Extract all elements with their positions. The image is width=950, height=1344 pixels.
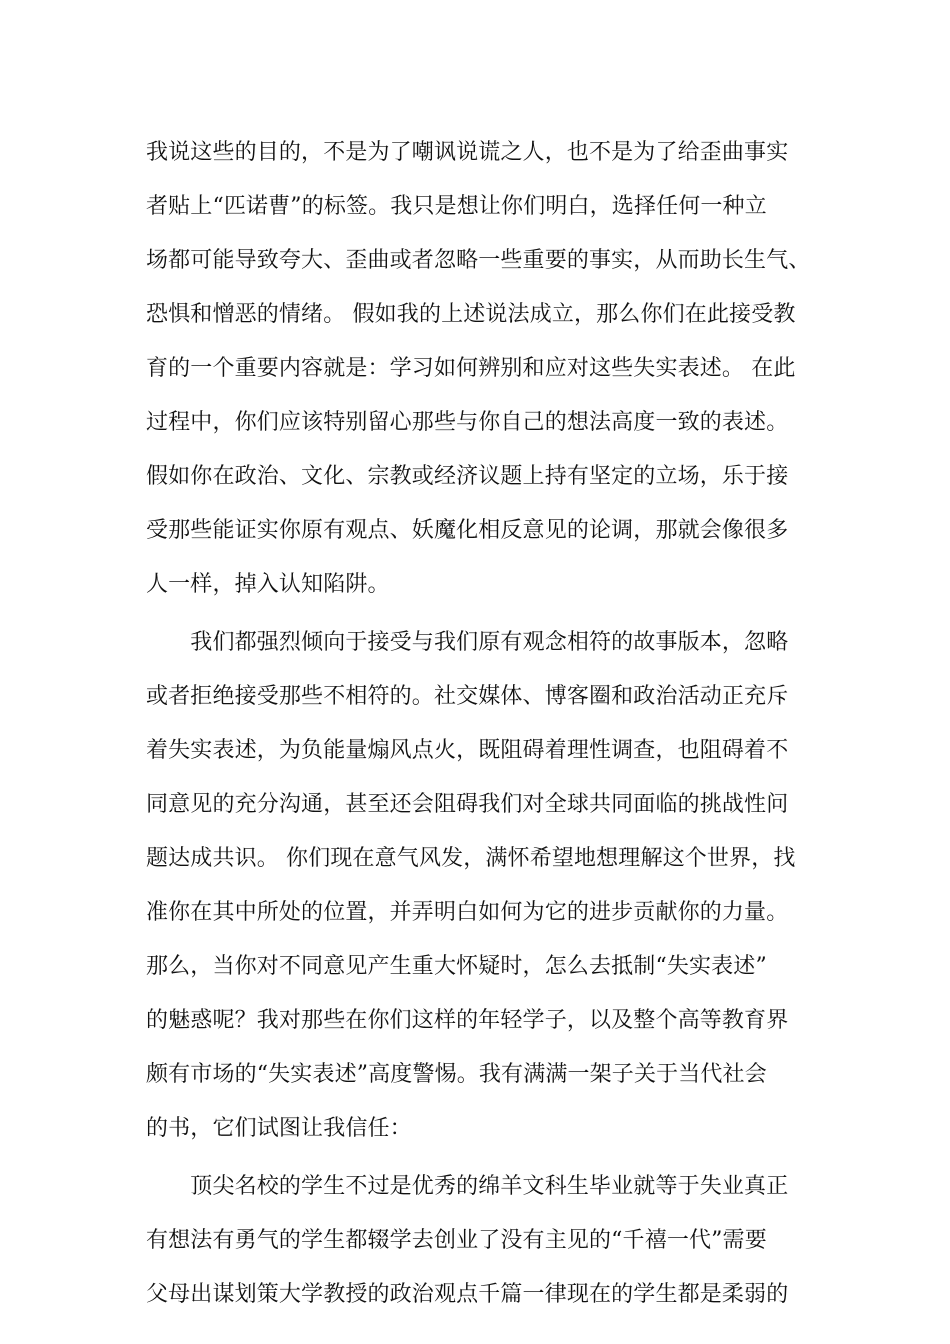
text-line: 人一样，掉入认知陷阱。 xyxy=(146,572,390,597)
text-line: 场都可能导致夸大、歪曲或者忽略一些重要的事实，从而助长生气、 xyxy=(146,248,811,273)
text-line: 我们都强烈倾向于接受与我们原有观念相符的故事版本，忽略 xyxy=(146,630,789,655)
paragraph-1 xyxy=(146,126,826,612)
text-line: 有想法有勇气的学生都辍学去创业了没有主见的“千禧一代”需要 xyxy=(146,1228,767,1253)
text-line: 那么，当你对不同意见产生重大怀疑时，怎么去抵制“失实表述” xyxy=(146,954,767,979)
text-line: 的魅惑呢？我对那些在你们这样的年轻学子，以及整个高等教育界 xyxy=(146,1008,789,1033)
paragraph-3 xyxy=(146,1160,826,1322)
text-line: 者贴上“匹诺曹”的标签。我只是想让你们明白，选择任何一种立 xyxy=(146,194,767,219)
text-line: 准你在其中所处的位置，并弄明白如何为它的进步贡献你的力量。 xyxy=(146,900,789,925)
text-line: 过程中，你们应该特别留心那些与你自己的想法高度一致的表述。 xyxy=(146,410,789,435)
text-line: 颇有市场的“失实表述”高度警惕。我有满满一架子关于当代社会 xyxy=(146,1062,767,1087)
text-line: 受那些能证实你原有观点、妖魔化相反意见的论调，那就会像很多 xyxy=(146,518,789,543)
paragraph-2 xyxy=(146,616,826,1156)
body-text xyxy=(146,126,826,1322)
text-line: 恐惧和憎恶的情绪。 假如我的上述说法成立，那么你们在此接受教 xyxy=(146,302,796,327)
text-line: 着失实表述，为负能量煽风点火，既阻碍着理性调查，也阻碍着不 xyxy=(146,738,789,763)
text-line: 父母出谋划策大学教授的政治观点千篇一律现在的学生都是柔弱的 xyxy=(146,1282,789,1307)
text-line: 育的一个重要内容就是：学习如何辨别和应对这些失实表述。 在此 xyxy=(146,356,796,381)
text-line: 假如你在政治、文化、宗教或经济议题上持有坚定的立场，乐于接 xyxy=(146,464,789,489)
text-line: 顶尖名校的学生不过是优秀的绵羊文科生毕业就等于失业真正 xyxy=(146,1174,789,1199)
text-line: 或者拒绝接受那些不相符的。社交媒体、博客圈和政治活动正充斥 xyxy=(146,684,789,709)
text-line: 我说这些的目的，不是为了嘲讽说谎之人，也不是为了给歪曲事实 xyxy=(146,140,789,165)
text-line: 同意见的充分沟通，甚至还会阻碍我们对全球共同面临的挑战性问 xyxy=(146,792,789,817)
text-line: 题达成共识。 你们现在意气风发，满怀希望地想理解这个世界，找 xyxy=(146,846,796,871)
text-line: 的书，它们试图让我信任： xyxy=(146,1116,412,1141)
